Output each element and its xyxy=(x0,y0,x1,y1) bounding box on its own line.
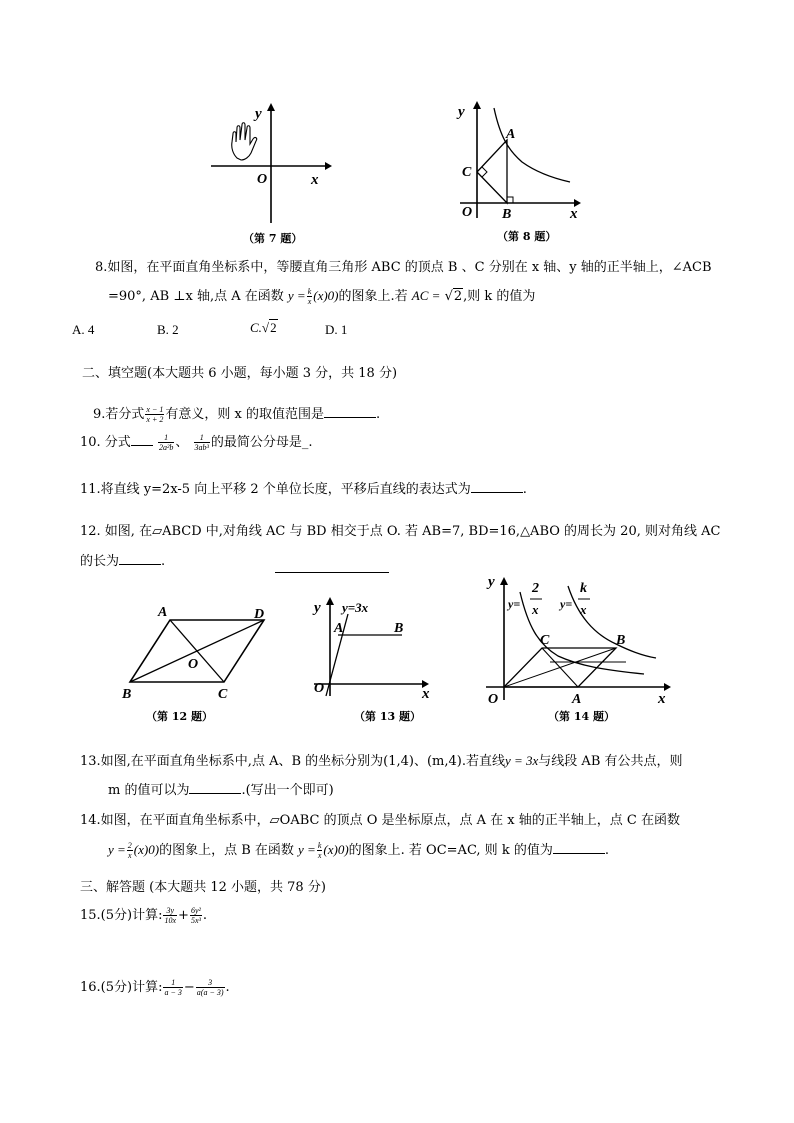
figure-14 xyxy=(476,572,676,707)
fig7-x-arrow xyxy=(325,162,332,170)
fig12-point-c: C xyxy=(218,687,228,702)
fig12-point-d: D xyxy=(254,607,265,622)
fig7-caption: （第 7 题） xyxy=(243,232,303,245)
fig14-x-arrow xyxy=(664,683,671,691)
fig8-y-label: y xyxy=(458,104,465,120)
fig8-caption: （第 8 题） xyxy=(497,230,557,243)
q8-sqrt: √2 xyxy=(444,289,463,304)
fig13-y-arrow xyxy=(326,597,334,605)
fig8-triangle xyxy=(477,140,507,203)
fig14-eq1-left: y= xyxy=(508,597,521,611)
fig8-x-label: x xyxy=(570,206,578,222)
fig12-point-o: O xyxy=(188,657,199,672)
fig12-point-a: A xyxy=(158,605,168,620)
figure-8 xyxy=(448,96,588,226)
fig13-x-label: x xyxy=(422,686,430,702)
fig8-right-angle-c xyxy=(482,167,487,177)
q14-line2: y = $\frac{2}{x}$ (x)0)的图象上，点 B 在函数 y = $\frac{k}{x}$ (x)0)的图象上. 若 OC=AC, 则 k 的值为 . xyxy=(108,841,609,860)
fig12-caption: （第 12 题） xyxy=(146,710,213,723)
q8-option-b[interactable]: B. 2 xyxy=(157,322,179,337)
q9-answer-blank[interactable] xyxy=(324,405,376,418)
q12-line1: 12. 如图, 在▱ABCD 中,对角线 AC 与 BD 相交于点 O. 若 AB=7, BD=16,△ABO 的周长为 20, 则对角线 AC xyxy=(80,524,721,539)
q13-eq: y = 3x xyxy=(504,753,539,768)
q13-line1: 13.如图,在平面直角坐标系中,点 A、B 的坐标分别为(1,4)、(m,4).若直线y = 3x与线段 AB 有公共点，则 xyxy=(80,753,683,769)
q8-option-d[interactable]: D. 1 xyxy=(325,322,348,337)
fig8-y-arrow xyxy=(473,101,481,109)
hand-icon xyxy=(232,123,257,160)
fig8-point-c: C xyxy=(462,165,472,180)
q14-line1: 14.如图，在平面直角坐标系中，▱OABC 的顶点 O 是坐标原点，点 A 在 x 轴的正半轴上，点 C 在函数 xyxy=(80,813,680,828)
q12-answer-blank[interactable] xyxy=(119,552,161,565)
q9-frac: $\frac{x - 1}{x + 2}$ xyxy=(146,405,164,424)
q8-func-frac: $\frac{k}{x}$ xyxy=(307,287,312,306)
fig7-y-label: y xyxy=(255,106,262,122)
q10-frac1: $\frac{1}{\text{2a²b}}$ xyxy=(158,433,174,452)
fig7-x-label: x xyxy=(311,172,319,188)
fig7-origin-label: O xyxy=(257,172,268,187)
q14-answer-blank[interactable] xyxy=(553,841,605,854)
q8-ac: AC = xyxy=(411,288,441,303)
q8-func-cond: (x)0) xyxy=(313,288,339,303)
fig14-eq2-den: x xyxy=(580,602,587,617)
q8-line2-b: 的图象上.若 xyxy=(338,289,408,304)
fig14-eq2-left: y= xyxy=(560,597,573,611)
figure-12 xyxy=(116,596,276,706)
fig7-y-arrow xyxy=(267,103,275,111)
q10-frac2: $\frac{1}{\text{3ab³}}$ xyxy=(194,433,209,452)
fig14-eq2-num: k xyxy=(580,581,587,596)
fig13-caption: （第 13 题） xyxy=(354,710,421,723)
q8-line1: 8.如图，在平面直角坐标系中，等腰直角三角形 ABC 的顶点 B 、C 分别在 x 轴、y 轴的正半轴上，∠ACB xyxy=(95,260,712,275)
figure-13 xyxy=(304,592,444,702)
fig13-y-label: y xyxy=(314,600,321,616)
q8-func-y: y = xyxy=(287,288,306,303)
fig13-point-a: A xyxy=(334,621,344,636)
fig14-origin-label: O xyxy=(488,692,499,707)
q11-answer-blank[interactable] xyxy=(471,480,523,493)
q9: 9.若分式 $\frac{x - 1}{x + 2}$ 有意义，则 x 的取值范围是 . xyxy=(93,405,381,424)
fig14-eq1-num: 2 xyxy=(532,581,539,596)
fig13-eq-label: y=3x xyxy=(342,600,369,615)
fig8-hyperbola xyxy=(494,108,570,182)
q11: 11.将直线 y=2x-5 向上平移 2 个单位长度，平移后直线的表达式为 . xyxy=(80,482,527,497)
q8-option-c[interactable]: C.√2 xyxy=(250,320,277,335)
q10: 10. 分式 $\frac{1}{\text{2a²b}}$ 、 $\frac{1}{\text{3ab³}}$ 的最简公分母是_. xyxy=(80,433,313,452)
figure-7 xyxy=(205,98,335,228)
q12-extra-rule xyxy=(275,572,389,573)
fig8-point-a: A xyxy=(506,127,516,142)
q8-line2 xyxy=(108,286,535,307)
fig13-origin-label: O xyxy=(314,681,325,696)
fig14-point-b: B xyxy=(616,633,626,648)
q8-line2-a: =90°, AB ⊥x 轴,点 A 在函数 xyxy=(108,289,284,304)
q8-line2-c: ,则 k 的值为 xyxy=(463,289,536,304)
q16: 16.(5分)计算: $\frac{1}{a - 3}$ − $\frac{3}{a(a - 3)}$ . xyxy=(80,978,230,997)
fig14-line-ob xyxy=(504,648,616,687)
fig8-point-b: B xyxy=(502,207,512,222)
q15: 15.(5分)计算: $\frac{3y}{10x}$ + $\frac{\text{6y²}}{\text{5x³}}$ . xyxy=(80,906,208,925)
section-2-title: 二、填空题(本大题共 6 小题，每小题 3 分，共 18 分) xyxy=(82,366,398,381)
fig14-y-label: y xyxy=(488,574,495,590)
fig14-y-arrow xyxy=(500,577,508,585)
fig12-point-b: B xyxy=(122,687,132,702)
fig14-eq1-den: x xyxy=(532,602,539,617)
q12-line2: 的长为 . xyxy=(80,554,166,569)
fig8-origin-label: O xyxy=(462,205,473,220)
section-3-title: 三、解答题 (本大题共 12 小题，共 78 分) xyxy=(80,880,326,895)
fig8-right-angle-b xyxy=(507,197,513,203)
q13-line2: m 的值可以为 .(写出一个即可) xyxy=(108,783,334,798)
fig14-caption: （第 14 题） xyxy=(548,710,615,723)
fig14-curve-kx xyxy=(568,586,656,658)
fig14-x-label: x xyxy=(658,691,666,707)
fig14-point-a: A xyxy=(572,692,582,707)
fig14-point-c: C xyxy=(540,633,550,648)
q13-answer-blank[interactable] xyxy=(189,781,241,794)
q8-option-a[interactable]: A. 4 xyxy=(72,322,95,337)
fig13-point-b: B xyxy=(394,621,404,636)
